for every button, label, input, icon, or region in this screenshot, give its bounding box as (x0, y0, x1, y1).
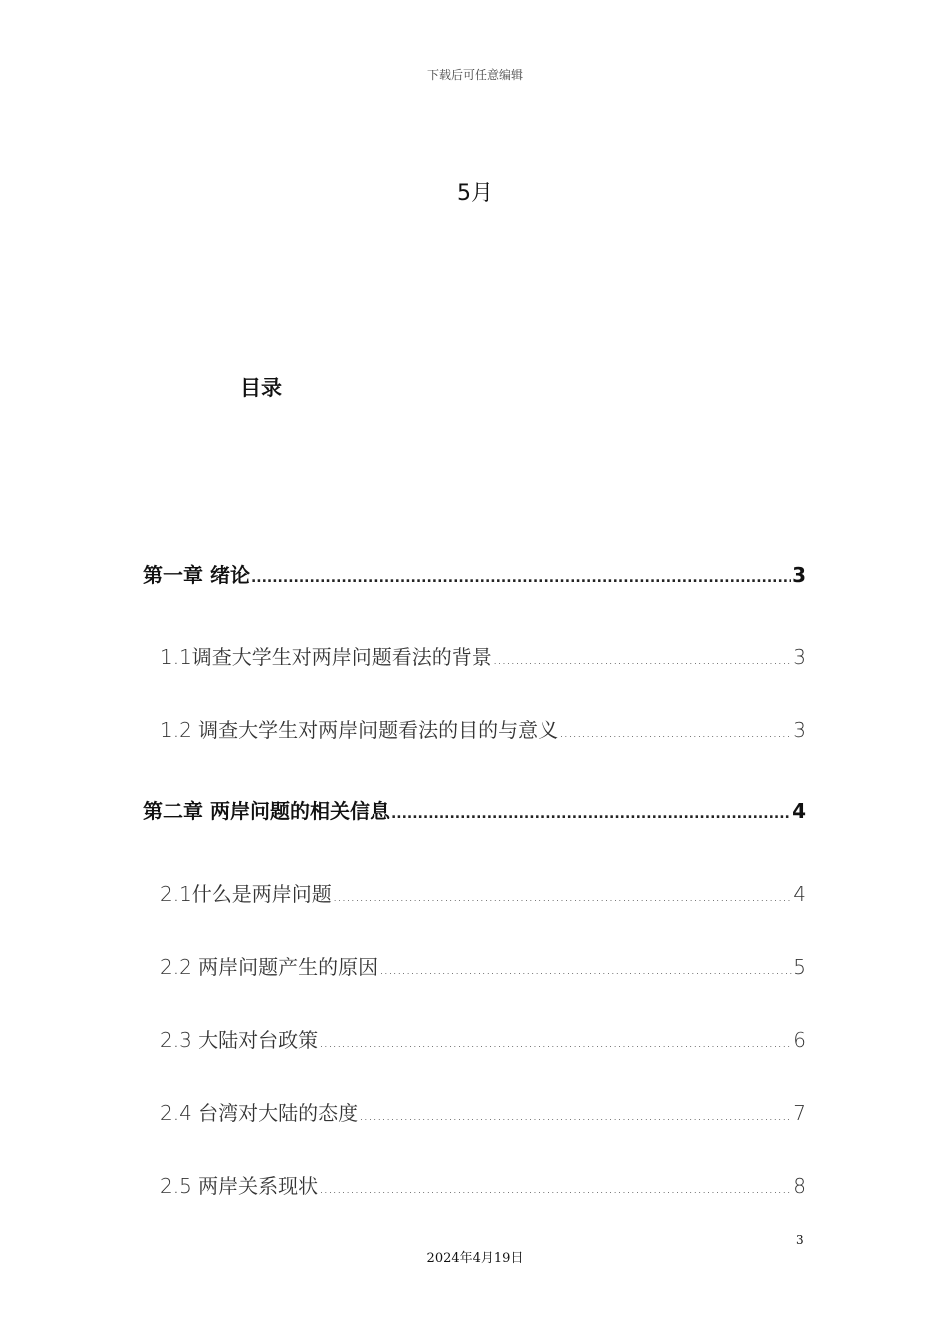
toc-leader-dots (391, 800, 791, 828)
toc-entry-2-3[interactable] (160, 1026, 806, 1057)
toc-leader-dots (319, 1175, 792, 1203)
page-number: 3 (796, 1233, 804, 1247)
toc-entry-label: 2.2 两岸问题产生的原因 (160, 955, 379, 979)
toc-leader-dots (359, 1102, 792, 1130)
toc-entry-1-2[interactable] (160, 716, 806, 747)
toc-entry-label: 2.4 台湾对大陆的态度 (160, 1101, 359, 1125)
toc-entry-label: 2.5 两岸关系现状 (160, 1174, 319, 1198)
toc-entry-2-4[interactable] (160, 1099, 806, 1130)
toc-leader-dots (559, 719, 792, 747)
toc-entry-page: 7 (793, 1101, 806, 1125)
toc-entry-chapter-1[interactable] (143, 561, 806, 592)
toc-entry-2-5[interactable] (160, 1172, 806, 1203)
toc-entry-label: 第二章 两岸问题的相关信息 (143, 799, 390, 823)
toc-entry-label: 2.1什么是两岸问题 (160, 882, 332, 906)
toc-entry-label: 1.1调查大学生对两岸问题看法的背景 (160, 645, 492, 669)
toc-leader-dots (251, 564, 791, 592)
toc-entry-page: 3 (793, 645, 806, 669)
toc-entry-page: 6 (793, 1028, 806, 1052)
footer-date: 2024年4月19日 (426, 1251, 524, 1266)
toc-entry-label: 2.3 大陆对台政策 (160, 1028, 319, 1052)
toc-entry-page: 4 (792, 799, 806, 823)
toc-entry-2-2[interactable] (160, 953, 806, 984)
toc-entry-label: 第一章 绪论 (143, 563, 250, 587)
toc-entry-page: 4 (793, 882, 806, 906)
toc-leader-dots (493, 646, 792, 674)
toc-entry-page: 3 (793, 718, 806, 742)
toc-entry-chapter-2[interactable] (143, 797, 806, 828)
toc-entry-page: 5 (793, 955, 806, 979)
toc-title: 目录 (240, 376, 282, 400)
toc-leader-dots (333, 883, 792, 911)
toc-entry-page: 8 (793, 1174, 806, 1198)
toc-leader-dots (379, 956, 792, 984)
toc-entry-label: 1.2 调查大学生对两岸问题看法的目的与意义 (160, 718, 559, 742)
cover-month: 5月 (457, 181, 493, 206)
page-header: 下载后可任意编辑 (426, 68, 523, 82)
toc-entry-2-1[interactable] (160, 880, 806, 911)
toc-entry-page: 3 (792, 563, 806, 587)
toc-leader-dots (319, 1029, 792, 1057)
toc-entry-1-1[interactable] (160, 643, 806, 674)
